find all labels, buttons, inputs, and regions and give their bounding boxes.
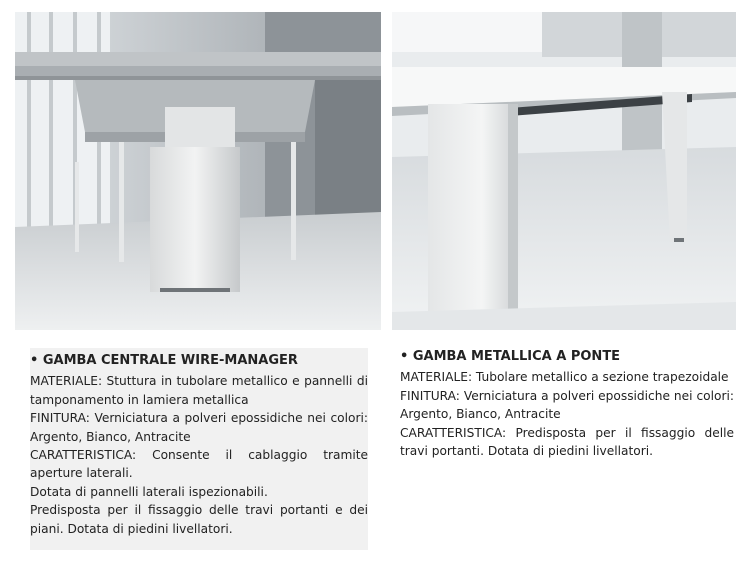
bridge-leg-title: • GAMBA METALLICA A PONTE bbox=[400, 349, 621, 364]
finish-text: FINITURA: Verniciatura a polveri epossidiche nei colori: Argento, Bianco, Antracite bbox=[400, 388, 734, 422]
wire-manager-title: • GAMBA CENTRALE WIRE-MANAGER bbox=[30, 353, 298, 368]
feature-text: CARATTERISTICA: Consente il cablaggio tramite aperture laterali. bbox=[30, 448, 368, 481]
mounting-text: Predisposta per il fissaggio delle travi portanti e dei piani. Dotata di piedini livellatori. bbox=[30, 503, 368, 536]
finish-text: FINITURA: Verniciatura a polveri epossidiche nei colori: Argento, Bianco, Antracite bbox=[30, 411, 368, 444]
material-text: MATERIALE: Stuttura in tubolare metallico e pannelli di tamponamento in lamiera metallica bbox=[30, 374, 368, 407]
bridge-leg-image bbox=[392, 12, 736, 330]
material-text: MATERIALE: Tubolare metallico a sezione trapezoidale bbox=[400, 370, 729, 385]
wire-manager-leg-photo bbox=[15, 12, 381, 330]
bridge-leg-photo bbox=[392, 12, 736, 330]
panels-text: Dotata di pannelli laterali ispezionabili. bbox=[30, 484, 268, 499]
bridge-leg-description bbox=[400, 348, 734, 460]
feature-text: CARATTERISTICA: Predisposta per il fissaggio delle travi portanti. Dotata di piedini livellatori. bbox=[400, 425, 734, 459]
wire-manager-leg-image bbox=[15, 12, 381, 330]
wire-manager-description bbox=[30, 348, 368, 550]
